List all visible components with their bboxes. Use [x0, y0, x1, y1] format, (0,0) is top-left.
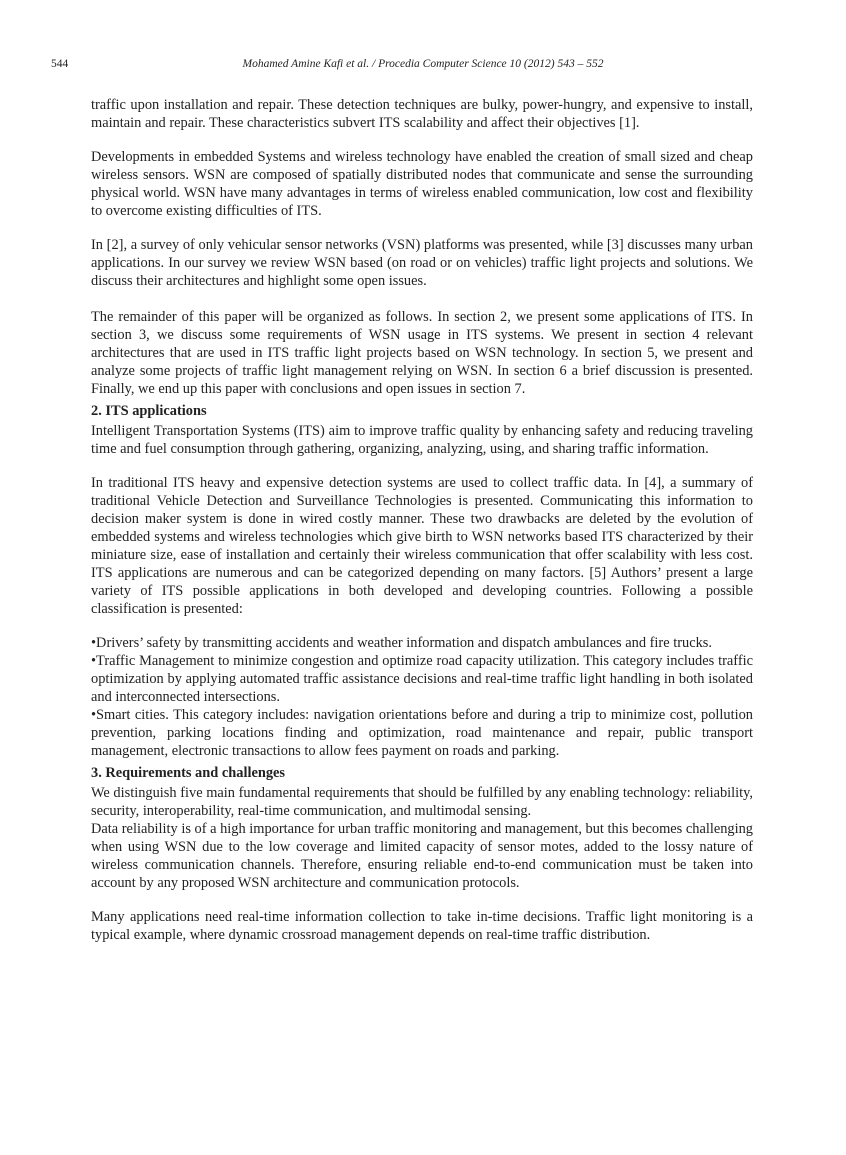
bullet-item: • Traffic Management to minimize congestion and optimize road capacity utilization. This category includes traffic optimization by applying automated traffic assistance decisions and real-time traffic light handling in both isolated and interconnected intersections. [91, 652, 753, 706]
paragraph: In [2], a survey of only vehicular sensor networks (VSN) platforms was presented, while [3] discusses many urban applications. In our survey we review WSN based (on road or on vehicles) traffic light projects and solutions. We discuss their architectures and highlight some open issues. [91, 237, 753, 289]
paragraph: Data reliability is of a high importance for urban traffic monitoring and management, but this becomes challenging when using WSN due to the low coverage and limited capacity of sensor motes, added to the lossy nature of wireless communication channels. Therefore, ensuring reliable end-to-end communication must be taken into account by any proposed WSN architecture and communication protocols. [91, 821, 753, 891]
page-number: 544 [51, 58, 69, 70]
paragraph: Intelligent Transportation Systems (ITS) aim to improve traffic quality by enhancing safety and reducing traveling time and fuel consumption through gathering, organizing, analyzing, using, and sharing traffic information. [91, 423, 753, 457]
body-text [91, 96, 753, 944]
paragraph: We distinguish five main fundamental requirements that should be fulfilled by any enabling technology: reliability, security, interoperability, real-time communication, and multimodal sensing. [91, 785, 753, 819]
paragraph: The remainder of this paper will be organized as follows. In section 2, we present some applications of ITS. In section 3, we discuss some requirements of WSN usage in ITS systems. We present in section 4 relevant architectures that are used in ITS traffic light projects based on WSN technology. In section 5, we present and analyze some projects of traffic light management relying on WSN. In section 6 a brief discussion is presented. Finally, we end up this paper with conclusions and open issues in section 7. [91, 309, 753, 397]
section-heading: 2. ITS applications [91, 403, 207, 419]
bullet-item: • Drivers’ safety by transmitting accidents and weather information and dispatch ambulances and fire trucks. [91, 634, 753, 652]
bullet-item: • Smart cities. This category includes: navigation orientations before and during a trip to minimize cost, pollution prevention, parking locations finding and optimization, road maintenance and repair, public transport management, electronic transactions to allow fees payment on roads and parking. [91, 706, 753, 760]
paragraph: Many applications need real-time information collection to take in-time decisions. Traffic light monitoring is a typical example, where dynamic crossroad management depends on real-time traffic distribution. [91, 909, 753, 943]
paragraph: Developments in embedded Systems and wireless technology have enabled the creation of small sized and cheap wireless sensors. WSN are composed of spatially distributed nodes that communicate and sense the surrounding physical world. WSN have many advantages in terms of wireless enabled communication, low cost and flexibility to overcome existing difficulties of ITS. [91, 149, 753, 219]
paragraph: traffic upon installation and repair. These detection techniques are bulky, power-hungry, and expensive to install, maintain and repair. These characteristics subvert ITS scalability and affect their objectives [1]. [91, 97, 753, 131]
running-head: Mohamed Amine Kafi et al. / Procedia Computer Science 10 (2012) 543 – 552 [242, 58, 604, 70]
section-heading: 3. Requirements and challenges [91, 765, 286, 781]
paragraph: In traditional ITS heavy and expensive detection systems are used to collect traffic data. In [4], a summary of traditional Vehicle Detection and Surveillance Technologies is presented. Communicating this information to decision maker system is done in wired costly manner. These two drawbacks are deleted by the evolution of embedded systems and wireless technologies which give birth to WSN networks based ITS characterized by their miniature size, ease of installation and certainly their wireless communication that offer scalability with less cost. ITS applications are numerous and can be categorized depending on many factors. [5] Authors’ present a large variety of ITS possible applications in both developed and developing countries. Following a possible classification is presented: [91, 475, 753, 617]
